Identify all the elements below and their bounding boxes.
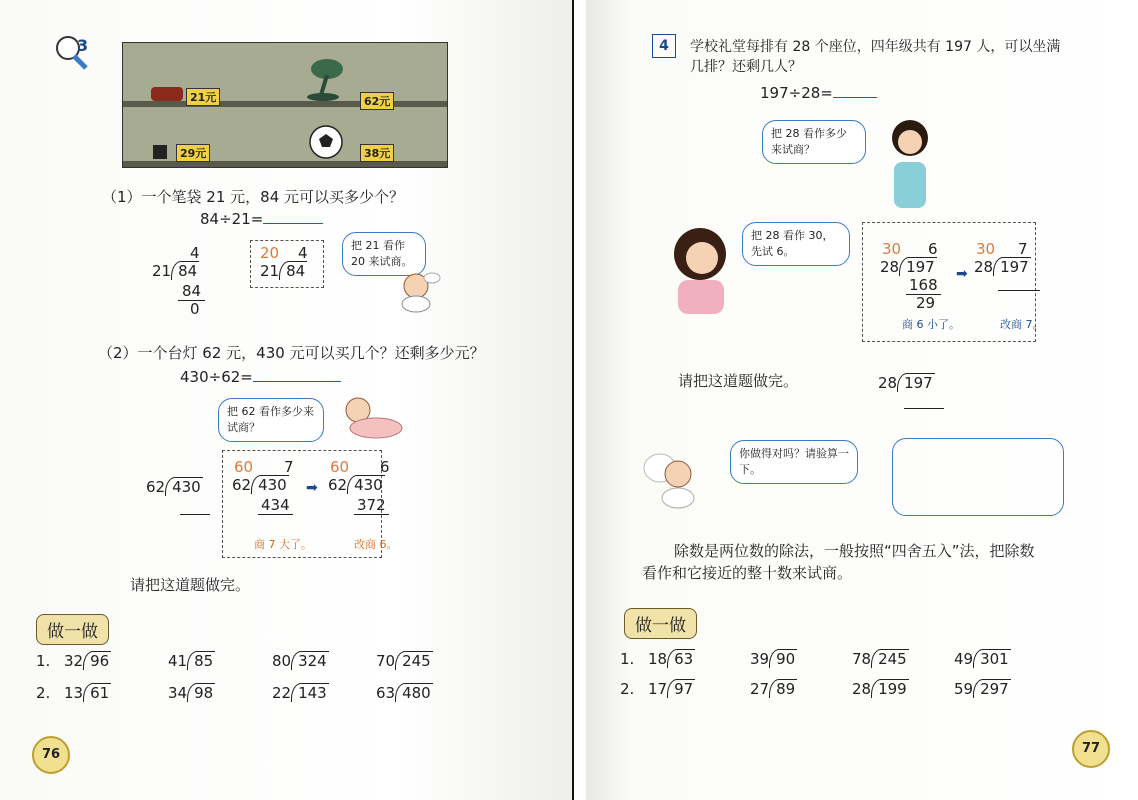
exercise: 18 63: [648, 650, 694, 668]
arrow-icon: ➡: [306, 480, 318, 496]
pencil-case-icon: [151, 87, 183, 101]
section-number: 3: [77, 36, 89, 55]
exercise: 59 297: [954, 680, 1009, 698]
q2b-estimate: 60: [330, 458, 350, 476]
exercise: 34 98: [168, 684, 214, 702]
question-1: （1）一个笔袋 21 元，84 元可以买多少个？: [102, 188, 405, 206]
a-division: 28 197: [880, 258, 935, 276]
practice-grid: [36, 652, 456, 716]
a-quotient: 6: [928, 240, 938, 258]
problem-text-line-2: 几排？还剩几人？: [690, 59, 802, 75]
work-division: 28 197: [878, 374, 933, 392]
q1-long-division: 21 84: [152, 262, 198, 280]
row-number: 2.: [620, 680, 635, 698]
price-tag-pencil-case: 21元: [186, 88, 220, 106]
q2a-note: 商 7 大了。: [254, 538, 312, 551]
practice-row-1: [620, 650, 1040, 680]
practice-row-1: [36, 652, 456, 684]
row-number: 1.: [36, 652, 51, 670]
q2-work-line: [180, 514, 210, 515]
shelf-illustration: [122, 42, 448, 168]
football-icon: [309, 125, 343, 159]
q2a-estimate: 60: [234, 458, 254, 476]
practice-title: 做一做: [36, 614, 109, 645]
question-2: （2）一个台灯 62 元，430 元可以买几个？还剩多少元？: [98, 344, 485, 362]
exercise: 13 61: [64, 684, 110, 702]
exercise: 32 96: [64, 652, 110, 670]
right-page: [586, 0, 1138, 800]
angel-hint-bubble: 你做得对吗？请验算一下。: [730, 440, 858, 484]
q1-quotient: 4: [190, 244, 200, 262]
q1-remainder: 0: [190, 300, 200, 318]
row-number: 2.: [36, 684, 51, 702]
q1-product: 84: [178, 282, 205, 301]
exercise: 63 480: [376, 684, 431, 702]
price-tag-lamp: 62元: [360, 92, 394, 110]
practice-row-2: [620, 680, 1040, 710]
exercise: 27 89: [750, 680, 796, 698]
problem-text: 学校礼堂每排有 28 个座位，四年级共有 197 人，可以坐满: [690, 39, 1061, 55]
girl-hint-bubble: 把 28 看作多少来试商？: [762, 120, 866, 164]
angel-icon: [642, 446, 704, 510]
b-work-line: [998, 290, 1040, 291]
work-line: [904, 408, 944, 409]
q2b-division: 62 430: [328, 476, 383, 494]
q2-equation: 430÷62=: [180, 368, 341, 386]
q1-box-division: 21 84: [260, 262, 306, 280]
practice-title: 做一做: [624, 608, 697, 639]
exercise: 78 245: [852, 650, 907, 668]
q1-hint-bubble: 把 21 看作 20 来试商。: [342, 232, 426, 276]
a-remainder: 29: [916, 294, 936, 312]
q1-box-quotient: 4: [298, 244, 308, 262]
lamp-icon: [299, 57, 353, 101]
b-note: 改商 7。: [1000, 318, 1044, 331]
q2b-quotient: 6: [380, 458, 390, 476]
girl-icon: [872, 112, 946, 208]
page-number: 77: [1072, 730, 1110, 768]
exercise: 22 143: [272, 684, 327, 702]
q1-box-estimate: 20: [260, 244, 280, 262]
q2a-product: 434: [258, 496, 293, 515]
q2a-quotient: 7: [284, 458, 294, 476]
problem-equation: 197÷28=: [760, 84, 877, 102]
rule-text-line-2: 看作和它接近的整十数来试商。: [642, 564, 853, 582]
exercise: 17 97: [648, 680, 694, 698]
child-hint-bubble: 把 28 看作 30，先试 6。: [742, 222, 850, 266]
q1-equation: 84÷21=: [200, 210, 323, 228]
row-number: 1.: [620, 650, 635, 668]
a-note: 商 6 小了。: [902, 318, 960, 331]
arrow-icon: ➡: [956, 266, 968, 282]
q2a-division: 62 430: [232, 476, 287, 494]
price-tag-football: 38元: [360, 144, 394, 162]
finish-prompt: 请把这道题做完。: [678, 372, 799, 390]
a-product: 168: [906, 276, 941, 295]
section-number: 4: [652, 34, 676, 58]
q2-finish-prompt: 请把这道题做完。: [130, 576, 251, 594]
exercise: 41 85: [168, 652, 214, 670]
exercise: 80 324: [272, 652, 327, 670]
angel-icon: [332, 392, 410, 442]
angel-icon: [392, 266, 442, 314]
practice-row-2: [36, 684, 456, 716]
a-estimate: 30: [882, 240, 902, 258]
answer-box[interactable]: [892, 438, 1064, 516]
b-estimate: 30: [976, 240, 996, 258]
q2b-product: 372: [354, 496, 389, 515]
exercise: 28 199: [852, 680, 907, 698]
q2b-note: 改商 6。: [354, 538, 398, 551]
exercise: 49 301: [954, 650, 1009, 668]
q2-hint-bubble: 把 62 看作多少来试商？: [218, 398, 324, 442]
rule-text: 除数是两位数的除法，一般按照“四舍五入”法，把除数: [674, 542, 1035, 560]
exercise: 39 90: [750, 650, 796, 668]
exercise: 70 245: [376, 652, 431, 670]
practice-grid: [620, 650, 1040, 710]
q2-long-division: 62 430: [146, 478, 201, 496]
b-division: 28 197: [974, 258, 1029, 276]
child-on-phone-icon: [664, 220, 740, 314]
page-number: 76: [32, 736, 70, 774]
pencil-box-icon: [153, 145, 167, 159]
b-quotient: 7: [1018, 240, 1028, 258]
price-tag-pencil-box: 29元: [176, 144, 210, 162]
